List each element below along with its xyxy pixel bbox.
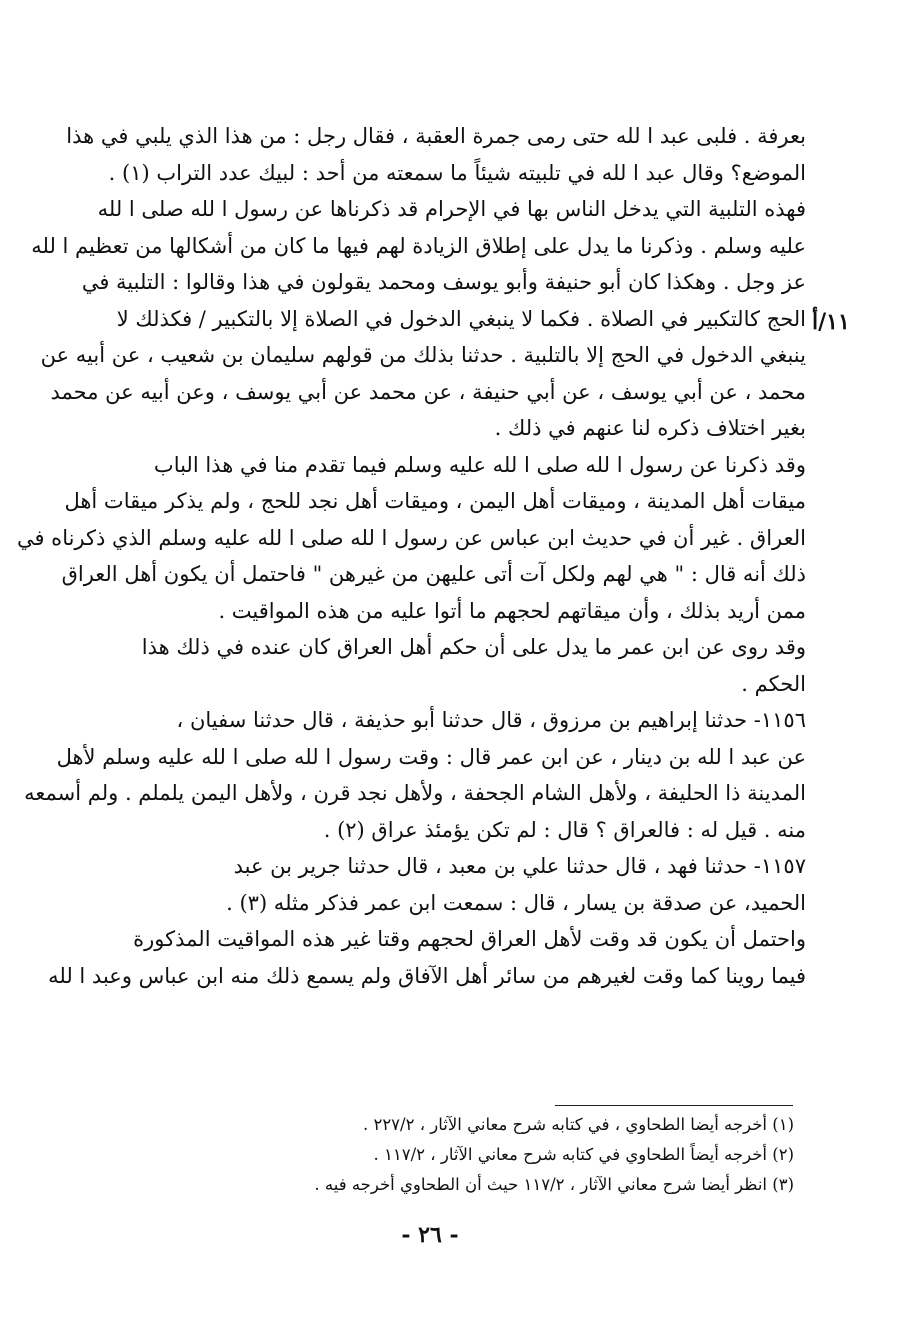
page-number: - ٢٦ - (401, 1222, 459, 1248)
text-line: الموضع؟ وقال عبد ا لله في تلبيته شيئاً ما سمعته من أحد : لبيك عدد التراب (١) . (108, 160, 806, 185)
text-line: ممن أريد بذلك ، وأن ميقاتهم لحجهم ما أتوا عليه من هذه المواقيت . (218, 598, 806, 623)
text-line: ذلك أنه قال : " هي لهم ولكل آت أتى عليهن من غيرهن " فاحتمل أن يكون أهل العراق (61, 562, 806, 586)
text-line: الحميد، عن صدقة بن يسار ، قال : سمعت ابن عمر فذكر مثله (٣) . (226, 890, 806, 915)
footnote: (٢) أخرجه أيضاً الطحاوي في كتابه شرح معاني الآثار ، ١١٧/٢ . (373, 1145, 794, 1164)
text-line: العراق . غير أن في حديث ابن عباس عن رسول ا لله صلى ا لله عليه وسلم الذي ذكرناه في (16, 525, 806, 550)
text-line: فيما روينا كما وقت لغيرهم من سائر أهل الآفاق ولم يسمع ذلك منه ابن عباس وعبد ا لله (48, 963, 806, 988)
footnotes (200, 1110, 794, 1200)
text-line: وقد روى عن ابن عمر ما يدل على أن حكم أهل العراق كان عنده في ذلك هذا (141, 635, 806, 659)
body-text (16, 118, 806, 994)
text-line: واحتمل أن يكون قد وقت لأهل العراق لحجهم وقتا غير هذه المواقيت المذكورة (133, 927, 806, 951)
text-line: عز وجل . وهكذا كان أبو حنيفة وأبو يوسف ومحمد يقولون في هذا وقالوا : التلبية في (81, 270, 806, 294)
text-line: الحكم . (741, 671, 806, 696)
margin-folio-reference: ١١/أ (812, 309, 850, 335)
text-line: بعرفة . فلبى عبد ا لله حتى رمى جمرة العقبة ، فقال رجل : من هذا الذي يلبي في هذا (66, 124, 806, 148)
text-line: ينبغي الدخول في الحج إلا بالتلبية . حدثنا بذلك من قولهم سليمان بن شعيب ، عن أبيه عن (40, 343, 806, 367)
footnote: (٣) انظر أيضا شرح معاني الآثار ، ١١٧/٢ حيث أن الطحاوي أخرجه فيه . (314, 1175, 794, 1194)
text-line: ١١٥٧- حدثنا فهد ، قال حدثنا علي بن معبد ، قال حدثنا جرير بن عبد (233, 854, 806, 878)
text-line: محمد ، عن أبي يوسف ، عن أبي حنيفة ، عن محمد عن أبي يوسف ، وعن أبيه عن محمد (50, 379, 806, 404)
text-line: ميقات أهل المدينة ، وميقات أهل اليمن ، وميقات أهل نجد للحج ، ولم يذكر ميقات أهل (64, 489, 806, 513)
footnote: (١) أخرجه أيضا الطحاوي ، في كتابه شرح معاني الآثار ، ٢٢٧/٢ . (362, 1115, 794, 1134)
footnote-divider (555, 1105, 793, 1106)
text-line: فهذه التلبية التي يدخل الناس بها في الإحرام قد ذكرناها عن رسول ا لله صلى ا لله (97, 197, 806, 221)
text-line: وقد ذكرنا عن رسول ا لله صلى ا لله عليه وسلم فيما تقدم منا في هذا الباب (153, 452, 806, 477)
text-line: ١١٥٦- حدثنا إبراهيم بن مرزوق ، قال حدثنا أبو حذيفة ، قال حدثنا سفيان ، (176, 708, 806, 732)
text-line: منه . قيل له : فالعراق ؟ قال : لم تكن يؤمئذ عراق (٢) . (323, 817, 806, 842)
text-line: عليه وسلم . وذكرنا ما يدل على إطلاق الزيادة لهم فيها ما كان من أشكالها من تعظيم ا لله (31, 233, 806, 258)
text-line: عن عبد ا لله بن دينار ، عن ابن عمر قال : وقت رسول ا لله صلى ا لله عليه وسلم لأهل (56, 744, 806, 769)
text-line: بغير اختلاف ذكره لنا عنهم في ذلك . (494, 416, 806, 440)
text-line: المدينة ذا الحليفة ، ولأهل الشام الجحفة ، ولأهل نجد قرن ، ولأهل اليمن يلملم . ولم أسمعه (24, 781, 806, 805)
text-line: الحج كالتكبير في الصلاة . فكما لا ينبغي الدخول في الصلاة إلا بالتكبير / فكذلك لا (116, 306, 806, 331)
